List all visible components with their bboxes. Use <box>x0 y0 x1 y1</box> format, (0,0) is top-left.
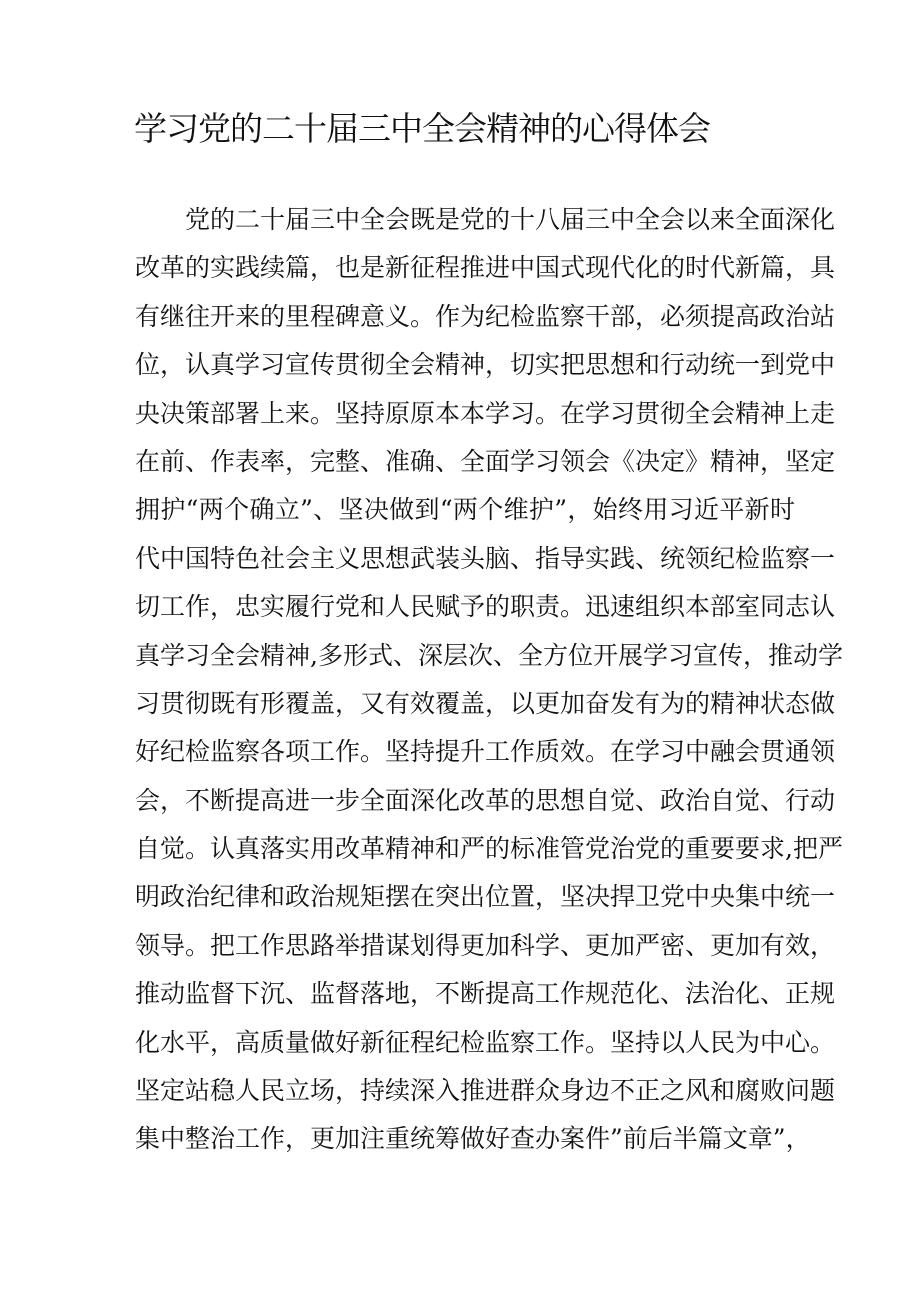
body-line: 央决策部署上来。坚持原原本本学习。在学习贯彻全会精神上走 <box>135 398 836 428</box>
body-line: 位，认真学习宣传贯彻全会精神，切实把思想和行动统一到党中 <box>135 350 836 380</box>
body-line: 改革的实践续篇，也是新征程推进中国式现代化的时代新篇，具 <box>135 253 836 283</box>
body-line: 代中国特色社会主义思想武装头脑、指导实践、统领纪检监察一 <box>135 543 836 573</box>
body-line: 在前、作表率，完整、准确、全面学习领会《决定》精神，坚定 <box>135 446 836 476</box>
body-line: 真学习全会精神,多形式、深层次、全方位开展学习宣传，推动学 <box>135 640 843 670</box>
document-title: 学习党的二十届三中全会精神的心得体会 <box>134 109 710 148</box>
body-line: 切工作，忠实履行党和人民赋予的职责。迅速组织本部室同志认 <box>135 592 836 622</box>
body-line: 习贯彻既有形覆盖，又有效覆盖，以更加奋发有为的精神状态做 <box>135 688 836 718</box>
body-line: 好纪检监察各项工作。坚持提升工作质效。在学习中融会贯通领 <box>135 737 836 767</box>
body-line: 集中整治工作，更加注重统筹做好查办案件”前后半篇文章”， <box>135 1124 811 1154</box>
body-line: 有继往开来的里程碑意义。作为纪检监察干部，必须提高政治站 <box>135 301 836 331</box>
body-line: 明政治纪律和政治规矩摆在突出位置，坚决捍卫党中央集中统一 <box>135 882 836 912</box>
body-line: 领导。把工作思路举措谋划得更加科学、更加严密、更加有效， <box>135 930 836 960</box>
body-line: 党的二十届三中全会既是党的十八届三中全会以来全面深化 <box>185 205 836 234</box>
body-line: 推动监督下沉、监督落地，不断提高工作规范化、法治化、正规 <box>135 979 836 1009</box>
body-line: 化水平，高质量做好新征程纪检监察工作。坚持以人民为中心。 <box>135 1027 836 1057</box>
body-line: 坚定站稳人民立场，持续深入推进群众身边不正之风和腐败问题 <box>135 1076 836 1106</box>
body-line: 会，不断提高进一步全面深化改革的思想自觉、政治自觉、行动 <box>135 785 836 815</box>
body-line: 拥护“两个确立”、坚决做到“两个维护”，始终用习近平新时 <box>135 495 795 525</box>
body-line: 自觉。认真落实用改革精神和严的标准管党治党的重要要求,把严 <box>135 834 843 864</box>
document-body <box>135 196 843 1164</box>
